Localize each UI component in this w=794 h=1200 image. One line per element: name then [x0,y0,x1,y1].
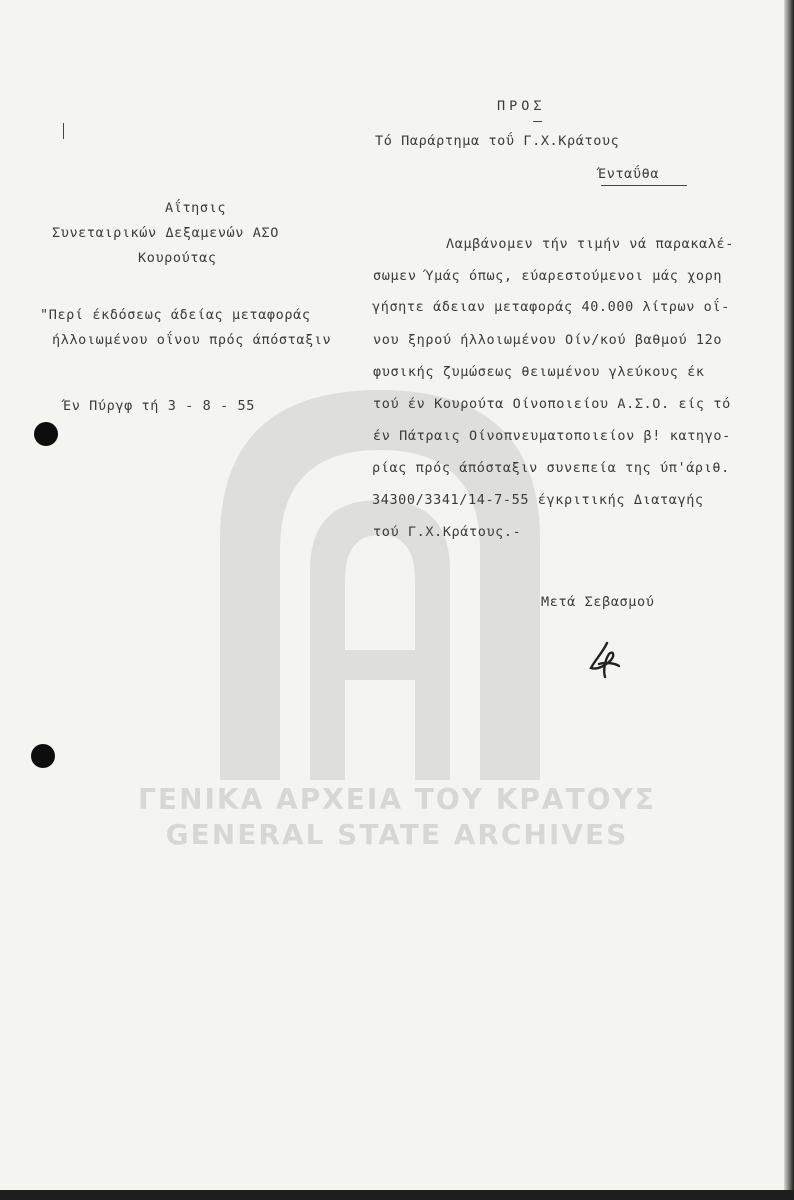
body-line: γήσητε άδειαν μεταφοράς 40.000 λίτρων οΐ- [372,299,730,315]
date-line: Έν Πύργφ τή 3 - 8 - 55 [63,398,256,414]
subject-line-1: "Περί έκδόσεως άδείας μεταφοράς [40,307,311,323]
page-edge-shadow [784,0,794,1200]
organization-place: Κουρούτας [138,250,217,266]
subject-line-2: ήλλοιωμένου οΐνου πρός άπόσταξιν [52,332,332,348]
body-line: τού Γ.Χ.Κράτους.- [373,524,522,540]
handwritten-signature-icon [585,640,625,680]
request-title: Αΐτησις [165,200,227,216]
body-line: τού έν Κουρούτα Οίνοποιείου Α.Σ.Ο. είς τό [373,396,731,412]
body-line: έν Πάτραις Οίνοπνευματοποιείον β! κατηγο- [373,428,731,444]
body-line: 34300/3341/14-7-55 έγκριτικής Διαταγής [372,492,704,508]
organization-name: Συνεταιρικών Δεξαμενών ΑΣΟ [52,225,279,241]
location-underline [601,185,687,186]
watermark-english: GENERAL STATE ARCHIVES [165,818,629,851]
recipient-line: Τό Παράρτημα τοΰ Γ.Χ.Κράτους [375,133,620,149]
pros-heading: ΠΡΟΣ [497,98,546,114]
page-bottom-border [0,1190,794,1200]
margin-tick-mark [63,123,64,139]
closing-line: Μετά Σεβασμού [541,594,655,610]
punch-hole-icon [31,744,55,768]
body-line: Λαμβάνομεν τήν τιμήν νά παρακαλέ- [446,236,735,252]
pros-underline [533,121,542,122]
body-line: σωμεν Ύμάς όπως, εύαρεστούμενοι μάς χορη [373,268,723,284]
recipient-location: Ένταΰθα [598,166,660,182]
body-line: νου ξηρού ήλλοιωμένου Οίν/κού βαθμού 12ο [373,332,723,348]
body-line: φυσικής ζυμώσεως θειωμένου γλεύκους έκ [373,364,705,380]
body-line: ρίας πρός άπόσταξιν συνεπεία της ύπ'άριθ. [372,460,730,476]
punch-hole-icon [34,422,58,446]
watermark-greek: ΓΕΝΙΚΑ ΑΡΧΕΙΑ ΤΟΥ ΚΡΑΤΟΥΣ [138,783,656,816]
